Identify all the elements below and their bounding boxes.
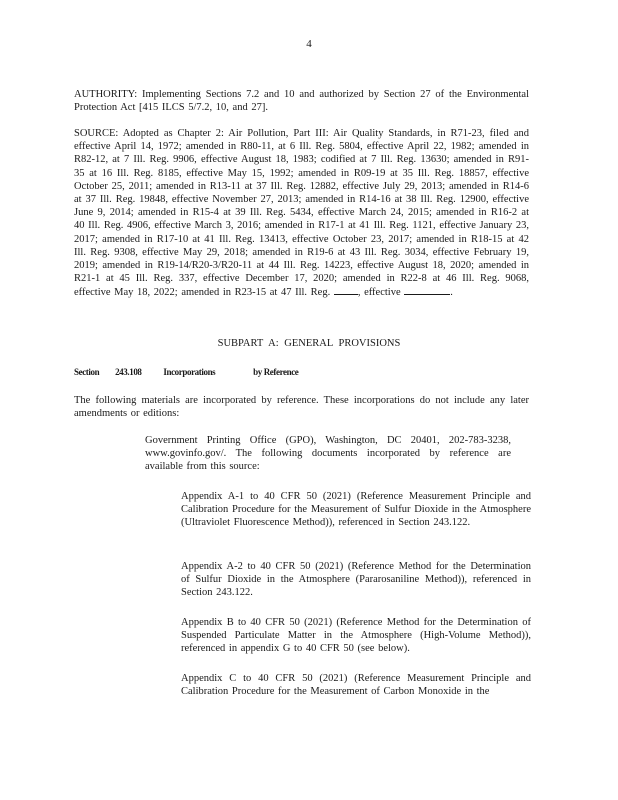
- section-title-suffix: by Reference: [253, 367, 299, 377]
- appendix-item: Appendix A-2 to 40 CFR 50 (2021) (Reference Method for the Determination of Sulfur Dioxide in the Atmosphere (Pararosaniline Method)), referenced in Section 243.122.: [181, 561, 531, 599]
- source-middle: , effective: [357, 287, 401, 299]
- blank-register-page: [334, 285, 358, 295]
- section-label: Section: [74, 367, 100, 377]
- source-paragraph: [74, 127, 529, 300]
- page-number: 4: [306, 38, 312, 50]
- subpart-heading: SUBPART A: GENERAL PROVISIONS: [217, 338, 401, 349]
- appendix-item: Appendix C to 40 CFR 50 (2021) (Reference Measurement Principle and Calibration Procedure for the Measurement of Carbon Monoxide in the: [181, 673, 531, 698]
- intro-paragraph: The following materials are incorporated by reference. These incorporations do not include any later amendments or editions:: [74, 395, 529, 420]
- source-text: SOURCE: Adopted as Chapter 2: Air Pollution, Part III: Air Quality Standards, in R71-23, filed and effective April 14, 1972; amended in R80-11, at 6 Ill. Reg. 5804, effective April 22, 1982; amended in R82-12, at 7 Ill. Reg. 9906, effective August 18, 1983; codified at 7 Ill. Reg. 13630; amended in R91-35 at 16 Ill. Reg. 8185, effective May 15, 1992; amended in R09-19 at 35 Ill. Reg. 18857, effective October 25, 2011; amended in R13-11 at 37 Ill. Reg. 12882, effective July 29, 2013; amended in R14-6 at 37 Ill. Reg. 19848, effective November 27, 2013; amended in R14-16 at 38 Ill. Reg. 12900, effective June 9, 2014; amended in R15-4 at 39 Ill. Reg. 5434, effective March 24, 2015; amended in R16-2 at 40 Ill. Reg. 4906, effective March 3, 2016; amended in R17-1 at 41 Ill. Reg. 1121, effective January 23, 2017; amended in R17-10 at 41 Ill. Reg. 13413, effective October 23, 2017; amended in R18-15 at 42 Ill. Reg. 9308, effective May 29, 2018; amended in R19-6 at 43 Ill. Reg. 3034, effective February 19, 2019; amended in R19-14/R20-3/R20-11 at 44 Ill. Reg. 14223, effective August 18, 2020; amended in R21-1 at 45 Ill. Reg. 337, effective December 17, 2020; amended in R22-8 at 46 Ill. Reg. 9068, effective May 18, 2022; amended in R23-15 at 47 Ill. Reg.: [74, 128, 529, 299]
- authority-paragraph: AUTHORITY: Implementing Sections 7.2 and 10 and authorized by Section 27 of the Environmental Protection Act [415 ILCS 5/7.2, 10, and 27].: [74, 89, 529, 114]
- section-title: Incorporations: [163, 367, 216, 377]
- section-number: 243.108: [115, 367, 142, 377]
- blank-effective-date: [404, 285, 450, 295]
- appendix-item: Appendix B to 40 CFR 50 (2021) (Reference Method for the Determination of Suspended Particulate Matter in the Atmosphere (High-Volume Method)), referenced in appendix G to 40 CFR 50 (see below).: [181, 617, 531, 655]
- source-end: .: [450, 287, 453, 299]
- appendix-item: Appendix A-1 to 40 CFR 50 (2021) (Reference Measurement Principle and Calibration Procedure for the Measurement of Sulfur Dioxide in the Atmosphere (Ultraviolet Fluorescence Method)), referenced in Section 243.122.: [181, 491, 531, 529]
- gpo-paragraph: Government Printing Office (GPO), Washington, DC 20401, 202-783-3238, www.govinfo.gov/. The following documents incorporated by reference are available from this source:: [145, 435, 511, 473]
- section-heading: [74, 367, 298, 377]
